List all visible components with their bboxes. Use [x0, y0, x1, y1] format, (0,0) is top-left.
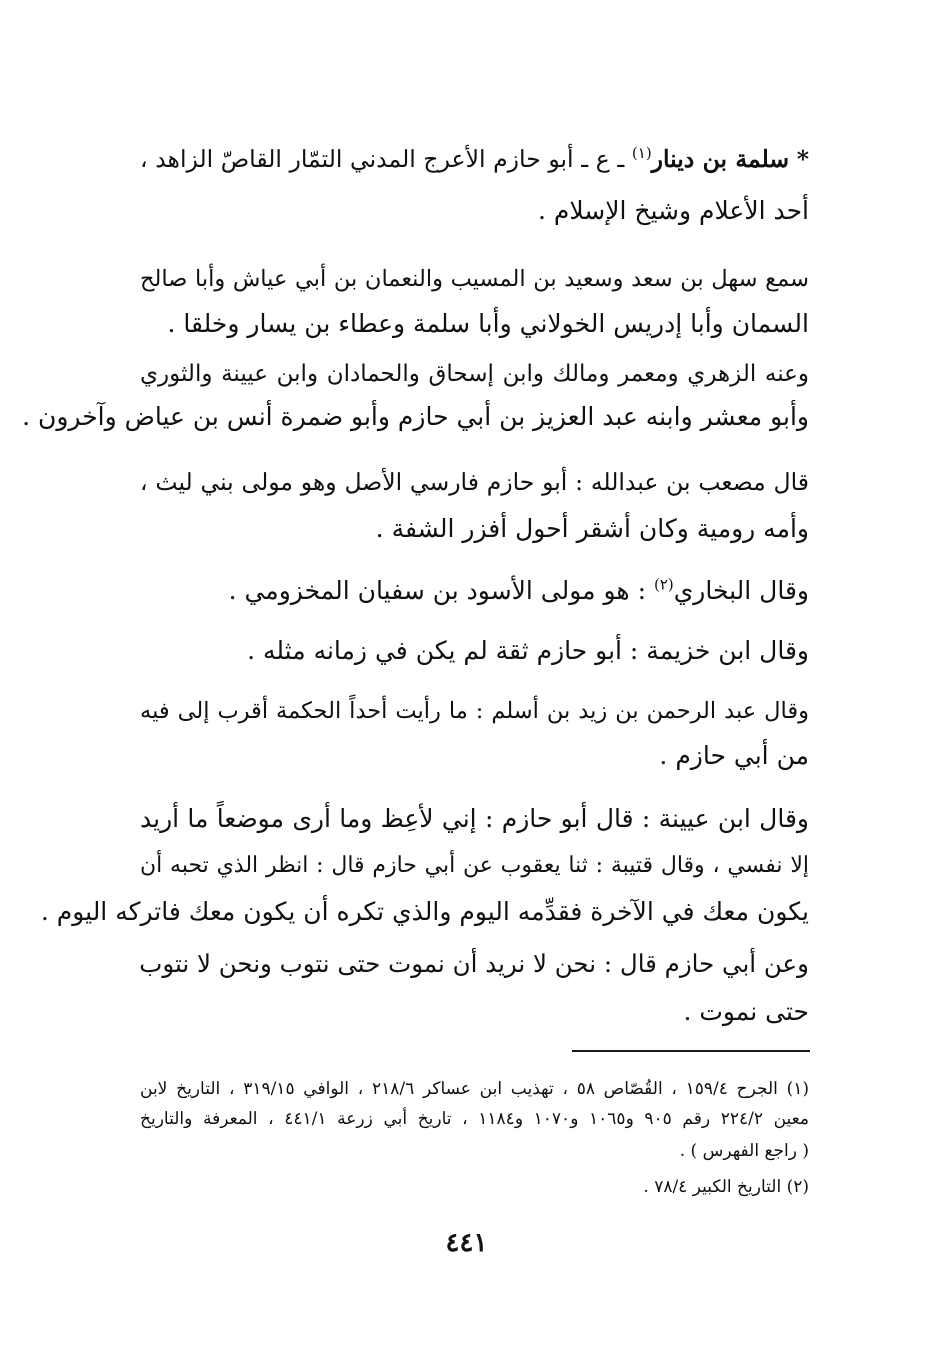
paragraph-uyayna-line-1: وقال ابن عيينة : قال أبو حازم : إني لأعِظ وما أرى موضعاً ما أريد	[140, 804, 809, 833]
footnote-1-line-3: ( راجع الفهرس ) .	[679, 1141, 809, 1161]
entry-title-line-2: أحد الأعلام وشيخ الإسلام .	[537, 196, 809, 225]
paragraph-musab-line-2: وأمه رومية وكان أشقر أحول أفزر الشفة .	[375, 514, 809, 543]
page-number: ٤٤١	[445, 1228, 488, 1258]
footnote-1-line-2: معين ٢٢٤/٢ رقم ٩٠٥ و١٠٦٥ و١٠٧٠ و١١٨٤ ، تاريخ أبي زرعة ٤٤١/١ ، المعرفة والتاريخ	[140, 1109, 809, 1129]
footnote-1-line-1: (١) الجرح ١٥٩/٤ ، القُصّاص ٥٨ ، تهذيب ابن عساكر ٢١٨/٦ ، الوافي ٣١٩/١٥ ، التاريخ لابن	[140, 1079, 810, 1099]
paragraph-bukhari-a: وقال البخاري	[673, 576, 809, 605]
paragraph-abuhazim-line-2: حتى نموت .	[683, 997, 809, 1026]
footnote-divider	[572, 1050, 810, 1052]
entry-name: سلمة بن دينار	[651, 145, 790, 173]
footnote-ref-1: (١)	[631, 144, 652, 163]
paragraph-abuhazim-line-1: وعن أبي حازم قال : نحن لا نريد أن نموت حتى نتوب ونحن لا نتوب	[139, 949, 809, 978]
paragraph-bukhari	[229, 572, 809, 610]
paragraph-students-line-2: وأبو معشر وابنه عبد العزيز بن أبي حازم وأبو ضمرة أنس بن عياض وآخرون .	[22, 402, 809, 431]
paragraph-abdulrahman-line-2: من أبي حازم .	[659, 741, 809, 770]
footnote-ref-2: (٢)	[653, 575, 674, 594]
paragraph-teachers-line-2: السمان وأبا إدريس الخولاني وأبا سلمة وعطاء بن يسار وخلقا .	[167, 309, 809, 338]
paragraph-bukhari-b: : هو مولى الأسود بن سفيان المخزومي .	[228, 576, 646, 605]
paragraph-teachers-line-1: سمع سهل بن سعد وسعيد بن المسيب والنعمان بن أبي عياش وأبا صالح	[140, 266, 809, 292]
paragraph-khuzayma: وقال ابن خزيمة : أبو حازم ثقة لم يكن في زمانه مثله .	[247, 636, 809, 665]
entry-title-rest: ـ ع ـ أبو حازم الأعرج المدني التمّار القاصّ الزاهد ،	[140, 145, 625, 173]
entry-star: *	[796, 145, 809, 173]
paragraph-musab-line-1: قال مصعب بن عبدالله : أبو حازم فارسي الأصل وهو مولى بني ليث ،	[140, 468, 809, 496]
paragraph-abdulrahman-line-1: وقال عبد الرحمن بن زيد بن أسلم : ما رأيت أحداً الحكمة أقرب إلى فيه	[140, 698, 809, 724]
entry-title-line	[140, 140, 809, 178]
footnote-2: (٢) التاريخ الكبير ٧٨/٤ .	[643, 1177, 809, 1197]
paragraph-students-line-1: وعنه الزهري ومعمر ومالك وابن إسحاق والحمادان وابن عيينة والثوري	[140, 361, 809, 387]
paragraph-uyayna-line-3: يكون معك في الآخرة فقدِّمه اليوم والذي تكره أن يكون معك فاتركه اليوم .	[40, 897, 809, 926]
paragraph-uyayna-line-2: إلا نفسي ، وقال قتيبة : ثنا يعقوب عن أبي حازم قال : انظر الذي تحبه أن	[140, 853, 809, 878]
